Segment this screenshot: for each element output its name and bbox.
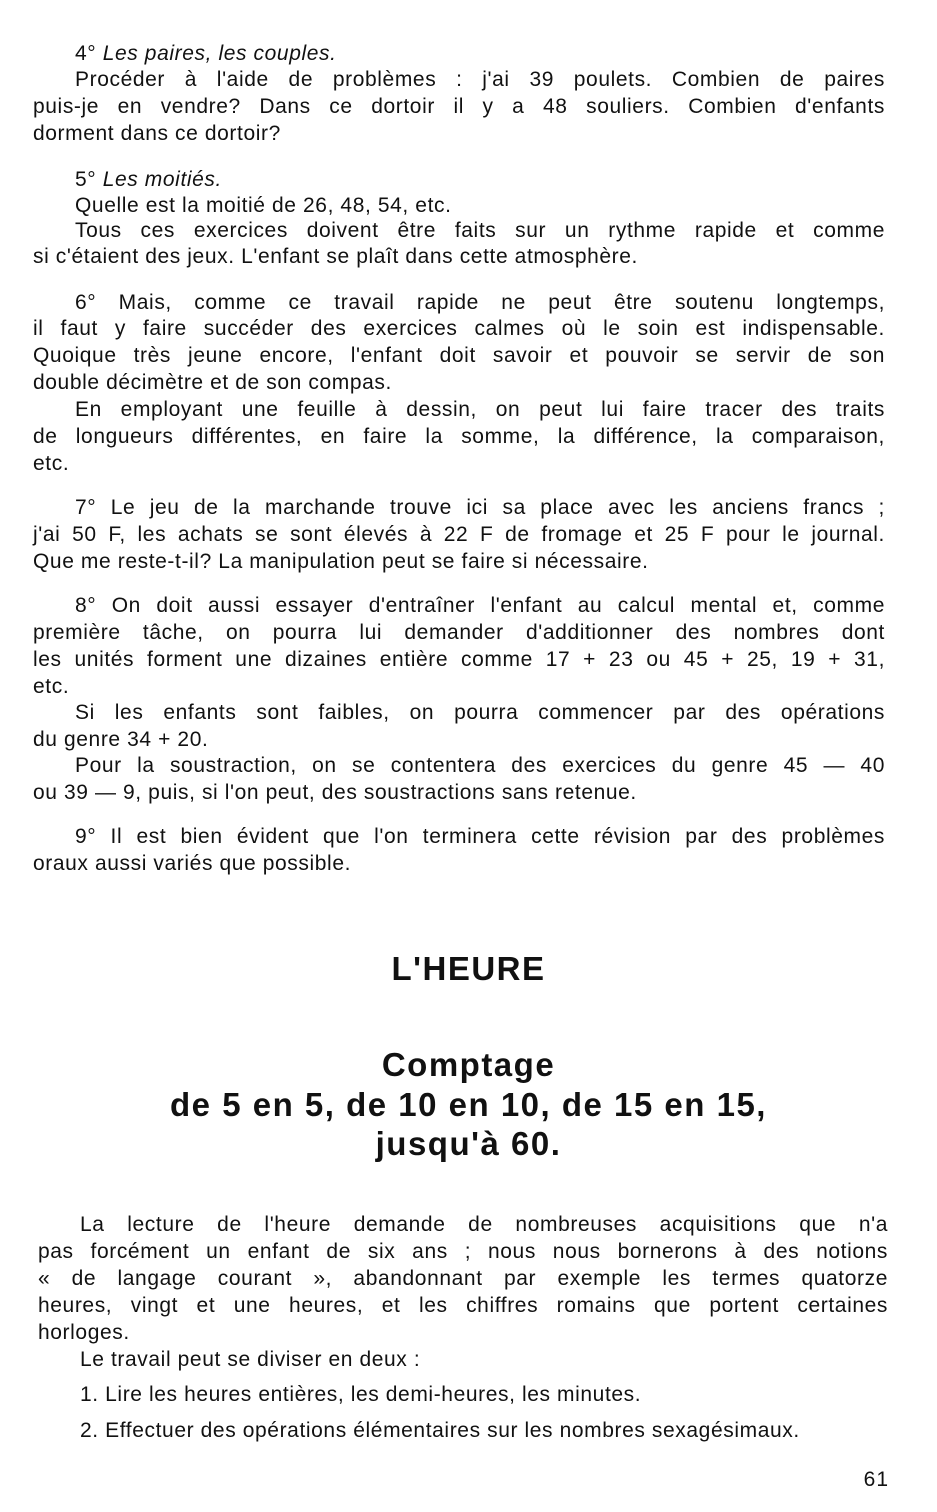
p5-heading bbox=[75, 166, 222, 193]
p5-line-1: Quelle est la moitié de 26, 48, 54, etc. bbox=[75, 194, 452, 217]
p6-line-7: etc. bbox=[33, 452, 70, 475]
intro-line-1: La lecture de l'heure demande de nombreuses acquisitions que n'a bbox=[80, 1213, 888, 1236]
list-item-2: 2. Effectuer des opérations élémentaires sur les nombres sexagésimaux. bbox=[80, 1419, 800, 1442]
page-number: 61 bbox=[863, 1468, 889, 1491]
p8-line-8: ou 39 — 9, puis, si l'on peut, des soustractions sans retenue. bbox=[33, 781, 637, 804]
p6-line-6: de longueurs différentes, en faire la somme, la différence, la comparaison, bbox=[33, 425, 885, 448]
section-title: L'HEURE bbox=[391, 950, 546, 987]
p9-line-2: oraux aussi variés que possible. bbox=[33, 852, 352, 875]
p8-line-2: première tâche, on pourra lui demander d'additionner des nombres dont bbox=[33, 621, 885, 644]
p6-line-5: En employant une feuille à dessin, on peut lui faire tracer des traits bbox=[75, 398, 885, 421]
p6-line-1: 6° Mais, comme ce travail rapide ne peut être soutenu longtemps, bbox=[75, 291, 885, 314]
p8-line-7: Pour la soustraction, on se contentera des exercices du genre 45 — 40 bbox=[75, 754, 885, 777]
p8-line-1: 8° On doit aussi essayer d'entraîner l'enfant au calcul mental et, comme bbox=[75, 594, 885, 617]
intro-line-2: pas forcément un enfant de six ans ; nous nous bornerons à des notions bbox=[38, 1240, 888, 1263]
intro-line-6: Le travail peut se diviser en deux : bbox=[80, 1348, 421, 1371]
list-item-1: 1. Lire les heures entières, les demi-heures, les minutes. bbox=[80, 1383, 642, 1406]
subtitle-line-2: de 5 en 5, de 10 en 10, de 15 en 15, bbox=[170, 1086, 767, 1123]
p7-line-2: j'ai 50 F, les achats se sont élevés à 22 F de fromage et 25 F pour le journal. bbox=[33, 523, 885, 546]
subtitle-line-3: jusqu'à 60. bbox=[375, 1125, 562, 1162]
p4-heading-text: Les paires, les couples. bbox=[102, 42, 337, 65]
p6-line-3: Quoique très jeune encore, l'enfant doit savoir et pouvoir se servir de son bbox=[33, 344, 885, 367]
p4-line-2: puis-je en vendre? Dans ce dortoir il y a 48 souliers. Combien d'enfants bbox=[33, 95, 885, 118]
p4-heading-number: 4° bbox=[75, 42, 97, 65]
intro-line-4: heures, vingt et une heures, et les chiffres romains que portent certaines bbox=[38, 1294, 888, 1317]
p9-line-1: 9° Il est bien évident que l'on terminera cette révision par des problèmes bbox=[75, 825, 885, 848]
p4-line-3: dorment dans ce dortoir? bbox=[33, 122, 281, 145]
p5-line-3: si c'étaient des jeux. L'enfant se plaît dans cette atmosphère. bbox=[33, 245, 638, 268]
p5-heading-text: Les moitiés. bbox=[102, 168, 222, 191]
p4-line-1: Procéder à l'aide de problèmes : j'ai 39 poulets. Combien de paires bbox=[75, 68, 885, 91]
p5-line-2: Tous ces exercices doivent être faits sur un rythme rapide et comme bbox=[75, 219, 885, 242]
p8-line-5: Si les enfants sont faibles, on pourra commencer par des opérations bbox=[75, 701, 885, 724]
p4-heading bbox=[75, 40, 337, 67]
p6-line-4: double décimètre et de son compas. bbox=[33, 371, 392, 394]
p5-heading-number: 5° bbox=[75, 168, 97, 191]
p8-line-6: du genre 34 + 20. bbox=[33, 728, 209, 751]
p7-line-3: Que me reste-t-il? La manipulation peut se faire si nécessaire. bbox=[33, 550, 649, 573]
p8-line-3: les unités forment une dizaines entière comme 17 + 23 ou 45 + 25, 19 + 31, bbox=[33, 648, 885, 671]
intro-line-5: horloges. bbox=[38, 1321, 130, 1344]
p7-line-1: 7° Le jeu de la marchande trouve ici sa place avec les anciens francs ; bbox=[75, 496, 885, 519]
intro-line-3: « de langage courant », abandonnant par exemple les termes quatorze bbox=[38, 1267, 888, 1290]
subtitle-line-1: Comptage bbox=[381, 1046, 556, 1083]
p6-line-2: il faut y faire succéder des exercices calmes où le soin est indispensable. bbox=[33, 317, 885, 340]
p8-line-4: etc. bbox=[33, 675, 70, 698]
